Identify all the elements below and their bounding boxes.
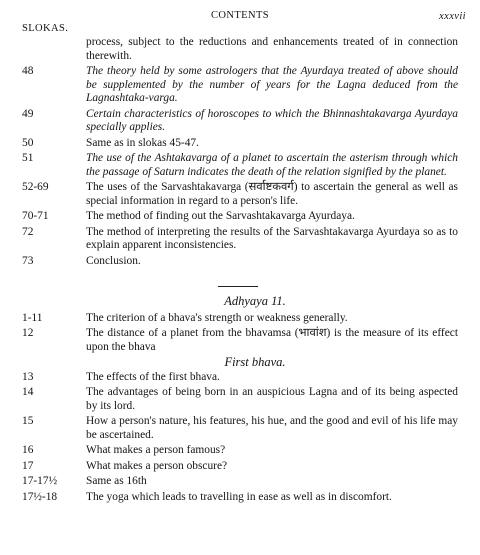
column-label: SLOKAS. [22,23,69,34]
entry-description: The uses of the Sarvashtakavarga (सर्वाष्टकवर्ग) to ascertain the general as well as special information in regard to a person's life. [86,181,458,207]
contents-entry [0,36,480,63]
entry-description: Same as 16th [86,475,147,487]
entry-description: The method of finding out the Sarvashtakavarga Ayurdaya. [86,210,355,222]
sloka-number: 49 [22,107,34,120]
contents-entry [0,137,480,151]
entry-description: What makes a person famous? [86,444,226,456]
entry-description: Certain characteristics of horoscopes to which the Bhinnashtakavarga Ayurdaya specially applies. [86,107,458,133]
sloka-number: 17-17½ [22,475,58,487]
sloka-number: 14 [22,386,34,398]
sloka-number: 70-71 [22,210,49,222]
sloka-number: 50 [22,136,34,149]
chapter-entries-continued [0,371,480,505]
entry-description: The effects of the first bhava. [86,370,220,383]
contents-entry [0,444,480,458]
contents-entry [0,415,480,442]
sloka-number: 17½-18 [22,490,58,503]
page-title: CONTENTS [210,10,270,21]
sloka-number: 13 [22,370,34,383]
sloka-number: 51 [22,152,34,164]
sloka-number: 48 [22,65,34,77]
sloka-number: 72 [22,225,34,238]
page-number: xxxvii [439,11,466,22]
sloka-number [0,36,86,63]
sloka-number: 15 [22,415,34,427]
contents-entry [0,210,480,224]
sloka-number: 52-69 [22,181,49,193]
entry-description: How a person's nature, his features, his hue, and the good and evil of his life may be ascertained. [86,415,458,441]
section-entries [0,36,480,268]
section-divider [218,286,258,287]
entry-description: The theory held by some astrologers that the Ayurdaya treated of above should be supplemented by the number of years for the Lagna deduced from the Lagnashtaka-varga. [86,65,458,104]
contents-entry [0,460,480,474]
entry-description: The distance of a planet from the bhavamsa (भावांश) is the measure of its effect upon the bhava [86,327,458,353]
entry-description: Same as in slokas 45-47. [86,136,199,149]
contents-entry [0,475,480,489]
chapter-entries [0,312,480,355]
entry-description: What makes a person obscure? [86,459,228,472]
contents-entry [0,108,480,135]
contents-entry [0,386,480,413]
sloka-number: 16 [22,444,34,456]
entry-description: The criterion of a bhava's strength or weakness generally. [86,311,348,324]
contents-entry [0,491,480,505]
chapter-subheading: First bhava. [224,355,286,369]
entry-description: process, subject to the reductions and enhancements treated of in connection therewith. [86,36,458,62]
chapter-heading: Adhyaya 11. [224,294,286,308]
entry-description: The advantages of being born in an auspicious Lagna and of its being aspected by its lord. [86,386,458,412]
contents-entry [0,312,480,326]
contents-entry [0,152,480,179]
contents-entry [0,371,480,385]
sloka-number: 1-11 [22,311,43,324]
entry-description: The method of interpreting the results of the Sarvashtakavarga Ayurdaya so as to explain apparent inconsistencies. [86,225,458,251]
sloka-number: 17 [22,459,34,472]
entry-description: Conclusion. [86,254,141,267]
contents-entry [0,226,480,253]
contents-entry [0,327,480,354]
entry-description: The yoga which leads to travelling in ease as well as in discomfort. [86,490,392,503]
entry-description: The use of the Ashtakavarga of a planet to ascertain the asterism through which the passage of Saturn indicates the death of the relation signified by the planet. [86,152,458,178]
sloka-number: 73 [22,254,34,267]
sloka-number: 12 [22,327,34,339]
contents-entry [0,255,480,269]
contents-entry [0,65,480,106]
contents-entry [0,181,480,208]
contents-body [0,36,480,506]
